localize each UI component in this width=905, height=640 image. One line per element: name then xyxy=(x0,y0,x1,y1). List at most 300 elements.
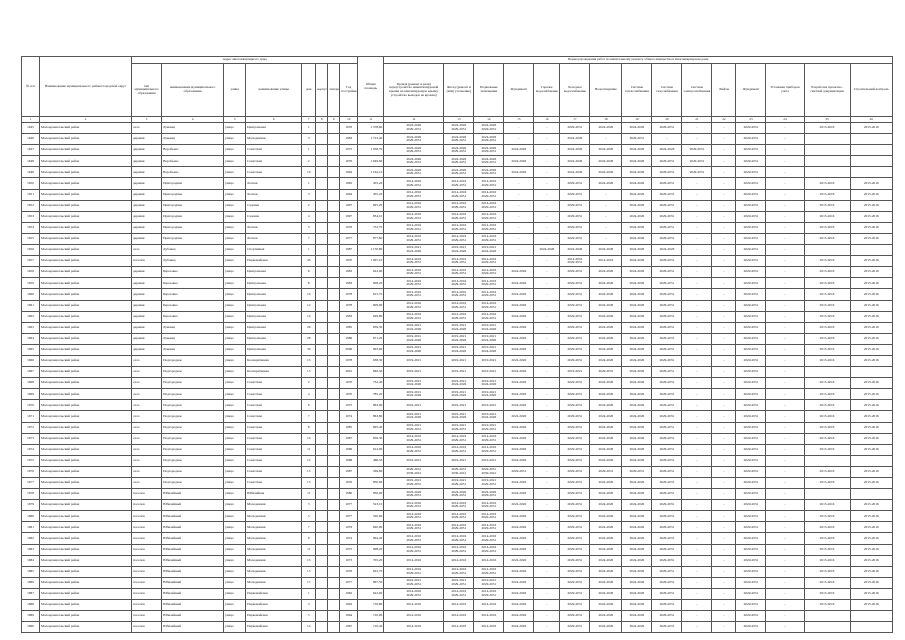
cell-ctrl: 2015-2016 xyxy=(850,311,892,322)
empty-cell xyxy=(316,611,328,622)
cell-roof: 2029-2031 2039-2041 xyxy=(384,466,444,477)
cell-district: Малоархангельский район xyxy=(40,478,132,489)
cell-fund: 2029-2031 xyxy=(736,444,766,455)
cell-elec: - xyxy=(682,411,712,422)
cell-area: 694,40 xyxy=(358,533,384,544)
cell-utype: улица xyxy=(224,178,246,189)
cell-n: 1669 xyxy=(22,389,40,400)
cell-gas: 2029-2031 xyxy=(652,378,682,389)
cell-facade: 2019-2021 2029-2031 xyxy=(444,577,474,588)
cell-district: Малоархангельский район xyxy=(40,256,132,267)
cell-utype: улица xyxy=(224,123,246,134)
cell-heating: 2024-2026 xyxy=(622,566,652,577)
cell-facade: 2014-2016 2029-2031 xyxy=(444,544,474,555)
table-row xyxy=(22,433,893,444)
col-year: Год постройки xyxy=(340,64,358,117)
cell-est: 2015-2016 xyxy=(804,411,850,422)
cell-heating: 2024-2026 xyxy=(622,544,652,555)
cell-meter: - xyxy=(766,600,804,611)
cell-heat: - xyxy=(534,422,560,433)
cell-stype: деревня xyxy=(132,178,162,189)
cell-district: Малоархангельский район xyxy=(40,123,132,134)
cell-sname: Луковец xyxy=(162,123,224,134)
cell-uname: Садовая xyxy=(246,211,302,222)
cell-house: 7 xyxy=(302,233,316,244)
cell-found: 2024-2026 xyxy=(504,511,534,522)
cell-sewer: 2024-2026 xyxy=(590,389,622,400)
col-number: 19 xyxy=(622,117,652,123)
cell-house: 1 xyxy=(302,588,316,599)
cell-year: 1985 xyxy=(340,422,358,433)
cell-found: 2024-2026 xyxy=(504,333,534,344)
cell-cold: 2024-2026 xyxy=(560,156,590,167)
cell-area: 834,10 xyxy=(358,211,384,222)
col-gas: Система газоснабжения xyxy=(652,64,682,117)
cell-uname: Советская xyxy=(246,145,302,156)
cell-heating: 2024-2026 xyxy=(622,611,652,622)
empty-cell xyxy=(316,200,328,211)
cell-uname: Центральная xyxy=(246,311,302,322)
cell-found: 2024-2026 xyxy=(504,389,534,400)
cell-house: 10 xyxy=(302,433,316,444)
cell-district: Малоархангельский район xyxy=(40,566,132,577)
cell-roof: 2014-2016 2029-2031 xyxy=(384,500,444,511)
col-number: 10 xyxy=(340,117,358,123)
cell-cold: 2024-2026 xyxy=(560,134,590,145)
cell-area: 1 378,60 xyxy=(358,123,384,134)
empty-cell xyxy=(316,577,328,588)
cell-stype: поселок xyxy=(132,522,162,533)
cell-stype: село xyxy=(132,422,162,433)
cell-house: 13 xyxy=(302,355,316,366)
cell-elec: - xyxy=(682,123,712,134)
cell-heating: 2024-2026 xyxy=(622,145,652,156)
cell-cold: 2029-2031 xyxy=(560,566,590,577)
table-row xyxy=(22,134,893,145)
empty-cell xyxy=(328,189,340,200)
cell-meter: - xyxy=(766,588,804,599)
cell-heating: 2024-2026 xyxy=(622,333,652,344)
col-number: 16 xyxy=(534,117,560,123)
cell-house: 13 xyxy=(302,555,316,566)
cell-basement: 2014-2016 2029-2031 xyxy=(474,278,504,289)
cell-elec: 2029-2031 xyxy=(682,167,712,178)
cell-basement: 2014-2016 2029-2031 xyxy=(474,311,504,322)
cell-ctrl xyxy=(850,167,892,178)
cell-heat: - xyxy=(534,588,560,599)
cell-fund: 2029-2031 xyxy=(736,344,766,355)
cell-uname: Советская xyxy=(246,378,302,389)
cell-year: 1976 xyxy=(340,566,358,577)
cell-sname: Воробьево xyxy=(162,145,224,156)
table-row xyxy=(22,256,893,267)
cell-utype: улица xyxy=(224,156,246,167)
cell-ctrl: 2015-2016 xyxy=(850,344,892,355)
cell-elec: - xyxy=(682,344,712,355)
cell-house: 11 xyxy=(302,489,316,500)
cell-fund: 2029-2031 xyxy=(736,300,766,311)
cell-stype: поселок xyxy=(132,611,162,622)
cell-fund: 2029-2031 xyxy=(736,422,766,433)
cell-heating: 2029-2031 xyxy=(622,466,652,477)
cell-fund: 2029-2031 xyxy=(736,566,766,577)
cell-fund: 2029-2031 xyxy=(736,378,766,389)
col-fund: Фундамент xyxy=(736,64,766,117)
table-row xyxy=(22,245,893,256)
cell-n: 1645 xyxy=(22,123,40,134)
cell-lift: - xyxy=(712,145,736,156)
cell-gas: 2029-2031 xyxy=(652,600,682,611)
col-number: 6 xyxy=(246,117,302,123)
cell-lift: - xyxy=(712,355,736,366)
empty-cell xyxy=(328,245,340,256)
cell-ctrl: 2015-2016 xyxy=(850,444,892,455)
empty-cell xyxy=(328,178,340,189)
empty-cell xyxy=(328,466,340,477)
empty-cell xyxy=(316,522,328,533)
empty-cell xyxy=(316,544,328,555)
cell-facade: 2019-2021 xyxy=(444,355,474,366)
cell-fund: 2029-2031 xyxy=(736,411,766,422)
cell-est xyxy=(804,489,850,500)
cell-stype: поселок xyxy=(132,511,162,522)
cell-sname: Подгородное xyxy=(162,389,224,400)
cell-facade: 2014-2016 2029-2031 xyxy=(444,311,474,322)
cell-roof: 2019-2021 2024-2026 xyxy=(384,411,444,422)
cell-utype: улица xyxy=(224,333,246,344)
cell-elec: - xyxy=(682,422,712,433)
cell-utype: улица xyxy=(224,389,246,400)
cell-found: 2024-2026 xyxy=(504,355,534,366)
cell-sewer: 2024-2026 xyxy=(590,444,622,455)
empty-cell xyxy=(328,478,340,489)
empty-cell xyxy=(316,156,328,167)
col-number: 25 xyxy=(804,117,850,123)
cell-found: 2024-2026 xyxy=(504,522,534,533)
cell-heat: - xyxy=(534,555,560,566)
cell-sname: Юбилейный xyxy=(162,511,224,522)
cell-lift: - xyxy=(712,433,736,444)
cell-ctrl: 2015-2016 xyxy=(850,123,892,134)
cell-year: 1964 xyxy=(340,189,358,200)
cell-ctrl: 2015-2016 xyxy=(850,256,892,267)
cell-heating: 2024-2026 xyxy=(622,555,652,566)
cell-cold: 2029-2031 xyxy=(560,422,590,433)
cell-fund: 2029-2031 xyxy=(736,389,766,400)
cell-fund: 2029-2031 xyxy=(736,333,766,344)
cell-area: 820,00 xyxy=(358,522,384,533)
cell-uname: Центральная xyxy=(246,333,302,344)
table-row xyxy=(22,333,893,344)
cell-heating: 2024-2026 xyxy=(622,344,652,355)
cell-roof: 2019-2021 xyxy=(384,355,444,366)
col-number: 1 xyxy=(22,117,40,123)
cell-lift: - xyxy=(712,256,736,267)
cell-house: 5 xyxy=(302,611,316,622)
cell-district: Малоархангельский район xyxy=(40,588,132,599)
cell-roof: 2014-2016 2029-2031 xyxy=(384,588,444,599)
empty-cell xyxy=(328,378,340,389)
cell-area: 705,20 xyxy=(358,555,384,566)
cell-house: 17 xyxy=(302,577,316,588)
cell-district: Малоархангельский район xyxy=(40,222,132,233)
cell-facade: 2019-2021 2024-2026 xyxy=(444,333,474,344)
cell-utype: улица xyxy=(224,344,246,355)
cell-est: 2015-2016 xyxy=(804,422,850,433)
cell-elec: - xyxy=(682,478,712,489)
cell-est: 2015-2016 xyxy=(804,378,850,389)
cell-basement: 2019-2021 2024-2026 xyxy=(474,411,504,422)
cell-found: 2024-2026 xyxy=(504,322,534,333)
cell-est xyxy=(804,622,850,633)
cell-n: 1655 xyxy=(22,233,40,244)
cell-area: 609,90 xyxy=(358,300,384,311)
cell-basement: 2014-2016 2029-2031 xyxy=(474,522,504,533)
cell-fund: 2029-2031 xyxy=(736,134,766,145)
cell-year: 1978 xyxy=(340,289,358,300)
cell-n: 1675 xyxy=(22,455,40,466)
cell-ctrl: 2015-2016 xyxy=(850,267,892,278)
cell-basement: 2014-2016 2029-2031 xyxy=(474,300,504,311)
cell-basement: 2014-2016 2029-2031 xyxy=(474,178,504,189)
cell-house: 26 xyxy=(302,322,316,333)
cell-area: 1 049,60 xyxy=(358,156,384,167)
header-row xyxy=(22,64,893,117)
cell-roof: 2019-2021 2029-2031 xyxy=(384,478,444,489)
cell-facade: 2019-2021 xyxy=(444,455,474,466)
col-number: 23 xyxy=(736,117,766,123)
empty-cell xyxy=(316,311,328,322)
cell-gas: 2029-2031 xyxy=(652,233,682,244)
cell-sname: Пригородная xyxy=(162,178,224,189)
cell-area: 455,20 xyxy=(358,178,384,189)
cell-stype: поселок xyxy=(132,256,162,267)
cell-elec: 2029-2031 xyxy=(682,156,712,167)
cell-meter: - xyxy=(766,611,804,622)
cell-heat: - xyxy=(534,622,560,633)
cell-elec: - xyxy=(682,233,712,244)
cell-facade: 2014-2016 xyxy=(444,555,474,566)
cell-uname: Советская xyxy=(246,389,302,400)
cell-facade: 2014-2016 xyxy=(444,622,474,633)
cell-elec: - xyxy=(682,400,712,411)
cell-meter: - xyxy=(766,433,804,444)
cell-district: Малоархангельский район xyxy=(40,333,132,344)
cell-elec: - xyxy=(682,389,712,400)
cell-est xyxy=(804,156,850,167)
empty-cell xyxy=(316,267,328,278)
cell-ctrl: 2015-2016 xyxy=(850,222,892,233)
cell-basement: 2019-2021 xyxy=(474,367,504,378)
cell-est: 2015-2016 xyxy=(804,211,850,222)
cell-meter: - xyxy=(766,544,804,555)
cell-stype: деревня xyxy=(132,222,162,233)
col-estimate: Разработка проектно-сметной документации xyxy=(804,64,850,117)
cell-est: 2015-2016 xyxy=(804,588,850,599)
cell-sname: Юбилейный xyxy=(162,566,224,577)
cell-year: 1977 xyxy=(340,233,358,244)
empty-cell xyxy=(316,123,328,134)
cell-ctrl: 2015-2016 xyxy=(850,600,892,611)
cell-basement: 2019-2021 xyxy=(474,355,504,366)
cell-year: 1975 xyxy=(340,400,358,411)
cell-year: 1975 xyxy=(340,544,358,555)
cell-facade: 2014-2016 2029-2031 xyxy=(444,200,474,211)
cell-house: 4 xyxy=(302,211,316,222)
cell-basement: 2019-2021 xyxy=(474,455,504,466)
cell-ctrl: 2015-2016 xyxy=(850,577,892,588)
cell-found: 2024-2026 xyxy=(504,156,534,167)
cell-heat: - xyxy=(534,267,560,278)
cell-uname: Советская xyxy=(246,411,302,422)
col-number: 11 xyxy=(358,117,384,123)
cell-utype: улица xyxy=(224,300,246,311)
cell-sname: Юбилейный xyxy=(162,555,224,566)
table-row xyxy=(22,289,893,300)
cell-sewer: 2024-2026 xyxy=(590,278,622,289)
empty-cell xyxy=(316,289,328,300)
cell-sewer: 2024-2026 xyxy=(590,611,622,622)
cell-sewer: - xyxy=(590,134,622,145)
cell-sname: Подгородное xyxy=(162,455,224,466)
col-number: 2 xyxy=(40,117,132,123)
cell-area: 622,90 xyxy=(358,267,384,278)
cell-uname: Центральная xyxy=(246,267,302,278)
cell-est: 2015-2016 xyxy=(804,200,850,211)
col-heating: Система теплоснабжения xyxy=(622,64,652,117)
cell-fund: 2029-2031 xyxy=(736,355,766,366)
cell-sname: Луковец xyxy=(162,134,224,145)
cell-utype: улица xyxy=(224,622,246,633)
cell-fund: 2029-2031 xyxy=(736,433,766,444)
cell-fund: 2029-2031 xyxy=(736,400,766,411)
cell-found: 2024-2026 xyxy=(504,433,534,444)
cell-uname: Молодежная xyxy=(246,577,302,588)
empty-cell xyxy=(328,344,340,355)
cell-meter: - xyxy=(766,233,804,244)
cell-n: 1663 xyxy=(22,322,40,333)
cell-gas: 2029-2031 xyxy=(652,444,682,455)
cell-heat: - xyxy=(534,289,560,300)
cell-found: 2024-2026 xyxy=(504,411,534,422)
cell-heat: - xyxy=(534,233,560,244)
cell-year: 1983 xyxy=(340,134,358,145)
cell-utype: улица xyxy=(224,533,246,544)
cell-district: Малоархангельский район xyxy=(40,500,132,511)
cell-ctrl: 2015-2016 xyxy=(850,478,892,489)
cell-heating: 2024-2026 xyxy=(622,389,652,400)
cell-sewer: 2024-2026 xyxy=(590,511,622,522)
cell-meter: - xyxy=(766,322,804,333)
cell-gas: 2029-2031 xyxy=(652,400,682,411)
cell-cold: 2029-2031 xyxy=(560,622,590,633)
cell-gas: 2029-2031 xyxy=(652,411,682,422)
cell-uname: Первомайская xyxy=(246,256,302,267)
cell-district: Малоархангельский район xyxy=(40,544,132,555)
cell-meter: - xyxy=(766,333,804,344)
cell-sname: Юбилейный xyxy=(162,611,224,622)
cell-meter: - xyxy=(766,256,804,267)
empty-cell xyxy=(328,577,340,588)
cell-gas: 2029-2031 xyxy=(652,466,682,477)
cell-year: 2001 xyxy=(340,367,358,378)
cell-district: Малоархангельский район xyxy=(40,145,132,156)
cell-basement: 2014-2016 2029-2031 xyxy=(474,511,504,522)
cell-meter: - xyxy=(766,378,804,389)
cell-elec: - xyxy=(682,566,712,577)
cell-sname: Дубовец xyxy=(162,245,224,256)
cell-uname: Советская xyxy=(246,400,302,411)
empty-cell xyxy=(316,300,328,311)
cell-stype: поселок xyxy=(132,500,162,511)
cell-sewer: 2024-2026 xyxy=(590,355,622,366)
table-row xyxy=(22,522,893,533)
cell-stype: село xyxy=(132,411,162,422)
cell-roof: 2019-2021 xyxy=(384,367,444,378)
table-row xyxy=(22,145,893,156)
cell-heat: - xyxy=(534,522,560,533)
empty-cell xyxy=(328,411,340,422)
cell-ctrl: 2015-2016 xyxy=(850,189,892,200)
empty-cell xyxy=(316,278,328,289)
cell-n: 1659 xyxy=(22,278,40,289)
cell-basement: 2019-2021 2024-2026 xyxy=(474,333,504,344)
cell-roof: 2014-2016 2029-2031 xyxy=(384,300,444,311)
cell-est: 2015-2016 xyxy=(804,433,850,444)
cell-est: 2015-2016 xyxy=(804,355,850,366)
cell-elec: - xyxy=(682,444,712,455)
cell-found: 2024-2026 xyxy=(504,566,534,577)
cell-utype: улица xyxy=(224,322,246,333)
col-number: 22 xyxy=(712,117,736,123)
cell-sewer: 2024-2026 xyxy=(590,433,622,444)
cell-area: 615,70 xyxy=(358,289,384,300)
cell-sname: Подгородное xyxy=(162,478,224,489)
cell-year: 1994 xyxy=(340,167,358,178)
cell-roof: 2019-2021 2024-2026 xyxy=(384,333,444,344)
cell-heat: - xyxy=(534,577,560,588)
cell-uname: Центральная xyxy=(246,123,302,134)
cell-n: 1652 xyxy=(22,200,40,211)
cell-gas: 2029-2031 xyxy=(652,611,682,622)
cell-sewer: 2024-2026 xyxy=(590,411,622,422)
cell-elec: - xyxy=(682,178,712,189)
cell-uname: Первомайская xyxy=(246,622,302,633)
cell-stype: деревня xyxy=(132,278,162,289)
cell-uname: Советская xyxy=(246,167,302,178)
cell-sname: Березовка xyxy=(162,311,224,322)
cell-heat: - xyxy=(534,211,560,222)
cell-n: 1679 xyxy=(22,500,40,511)
cell-sname: Подгородное xyxy=(162,466,224,477)
cell-lift: - xyxy=(712,455,736,466)
cell-roof: 2014-2016 2029-2031 xyxy=(384,544,444,555)
cell-area: 622,70 xyxy=(358,566,384,577)
cell-heating: 2024-2026 xyxy=(622,233,652,244)
cell-facade: 2014-2016 2029-2031 xyxy=(444,178,474,189)
cell-elec: - xyxy=(682,455,712,466)
cell-facade: 2014-2016 2029-2031 xyxy=(444,500,474,511)
table-row xyxy=(22,233,893,244)
cell-heating: 2024-2026 xyxy=(622,500,652,511)
cell-roof: 2024-2026 2029-2031 xyxy=(384,123,444,134)
cell-utype: улица xyxy=(224,400,246,411)
cell-cold: 2029-2031 xyxy=(560,267,590,278)
cell-est: 2015-2016 xyxy=(804,222,850,233)
cell-utype: улица xyxy=(224,411,246,422)
cell-facade: 2014-2016 xyxy=(444,600,474,611)
cell-heating: 2024-2026 xyxy=(622,622,652,633)
